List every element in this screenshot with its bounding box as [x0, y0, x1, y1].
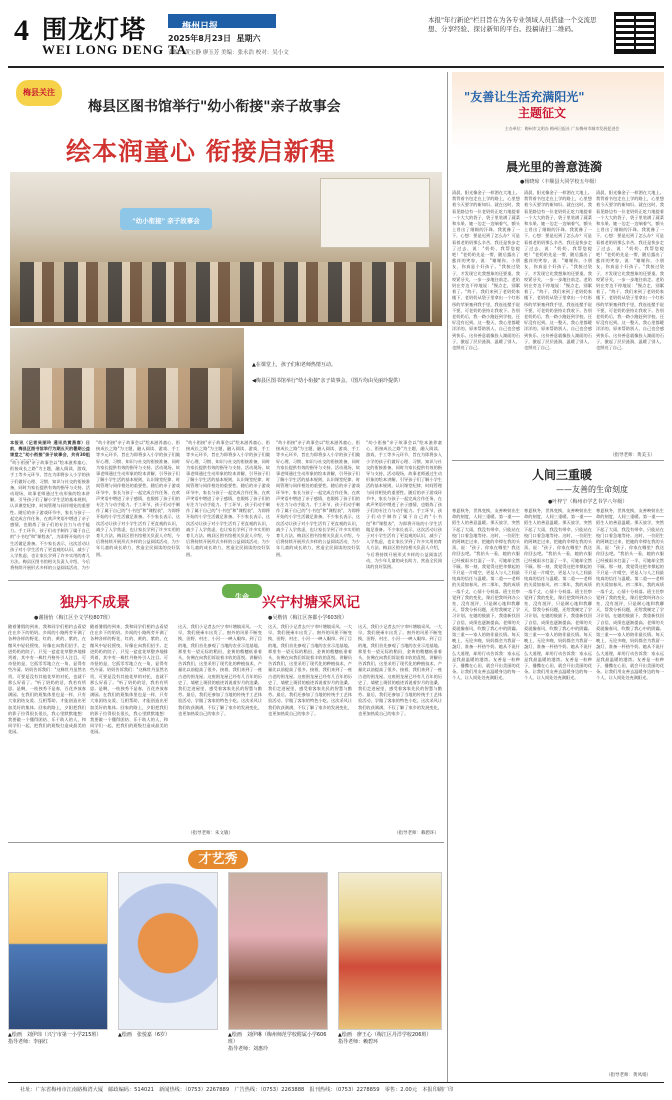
issue-date: 2025年8月23日 星期六 [168, 34, 261, 43]
art-caption-3: ▲绘画 刘伊琳（梅州师范学校附属小学606班） [228, 1032, 327, 1045]
article2-body-col1: 寒夏秋冬，世界变换，友善映射出生命的刻度，人间三重暖。第一重——陌生人的善意温暖。那天放学，突然下起了大雨，我没有带伞，只能站在校门口着急地等待。这时，一位陌生的阿姨走过来，把她的伞撑在我的头顶，说："孩子，你家在哪里？我送你回去吧。"我抬头一看，她的衣服已经被雨水打湿了一半，可她却全然不顾。那一刻，我觉得这把伞撑起的不只是一片晴空，更是人与人之间最纯真的信任与温暖。第二重——老师的关爱如春风。初二那年，我的成绩一落千丈，心情十分低落。班主任察觉到了我的变化，课后把我叫到办公室，没有批评，只是耐心地和我聊天，帮我分析问题，还给我制定了学习计划。在她的鼓励下，我重新找回了自信，成绩也逐渐提高。老师的关爱就像春风，吹散了我心中的阴霾。第三重——家人的陪伴最长情。每天晚上，无论多晚，妈妈都会为我留一盏灯，准备一杯热牛奶。她从不说什么大道理，却用行动告诉我：家永远是我最温暖的港湾。友善是一粒种子，播撒在心田，就会开出美丽的花朵。让我们用友善去温暖身边的每一个人，让人间处处充满阳光。 [452, 508, 520, 681]
article1-body-col2: 清晨，阳光像金子一样洒在大地上。我背着书包走在上学的路上，心里想着今天要学的新知识。就在这时，我看见路边有一位老奶奶正吃力地提着一个大大的袋子，袋子里装满了蔬菜和水果。她一边走一边喘着气，额头上冒出了细细的汗珠。我犹豫了一下，心想：要是迟到了怎么办？可是看着老奶奶那么辛苦，我还是快步走了过去，说："奶奶，我帮您提吧！"老奶奶先是一愣，随后露出了慈祥的笑容，说："谢谢你，小朋友，你真是个好孩子。"我接过袋子，才发现它比我想象的还要重。我咬紧牙关，一步一步地往前走。老奶奶在旁边不停地说："慢点走，别累着了。"终于，我们来到了老奶奶家楼下，老奶奶从袋子里拿出一个红彤彤的苹果塞到我手里，我连连摆手说不要，可老奶奶坚持让我收下。告别老奶奶后，我一路小跑赶到学校，还好没有迟到。这一整天，我心里都暖洋洋的。原来帮助别人，自己也会感到快乐。这份善意就像投入湖面的石子，激起了层层涟漪，温暖了别人，也照亮了自己。 [524, 190, 592, 351]
footer-text: 社址：广东省梅州市江南路梅湾大厦 邮政编码：514021 新闻热线：（0753）2267889 广告热线：（0753）2263888 报刊热线：（0753）2278859 零售：2.00元 本报印刷厂印 [20, 1087, 454, 1093]
feature-body-col5: "幼小衔接"亲子故事会以"绘本滋养童心、衔接成长之路"为主题，融入阅读、游戏、手工等多元环节，旨在为即将步入小学的孩子们做好心理、习惯、知识与社交的衔接准备，同时为家长提供有效的指导与支持。活动现场，故事老师通过生动形象的绘本讲解，引导孩子们了解小学生活的基本规则，认识课堂纪律、时间管理与同伴相处的重要性。随后的亲子游戏环节中，家长与孩子一起完成合作任务，在欢声笑语中增进了亲子感情，也锻炼了孩子们的专注力与动手能力。手工环节，孩子们动手制作了属于自己的"小书包"和"课程表"，为即将开始的小学生活做足准备。不少家长表示，这次活动让孩子对小学生活有了更直观的认识，减少了入学焦虑，也让家长学到了许多实用的育儿方法。梅县区图书馆相关负责人介绍，今后将持续开展形式多样的公益阅读活动，为少年儿童的成长助力，营造全民阅读的良好氛围。 [366, 440, 442, 570]
essay-banner [452, 72, 664, 150]
column-mid-author: ●吴楷钧（梅江区客都小学603班） [268, 615, 347, 621]
art-item-4 [338, 872, 442, 1056]
staff-line: 责编：黄宝静 廖玉芳 美编：张永浩 校对：吴小文 [168, 50, 289, 56]
page-pinyin: WEI LONG DENG TA [42, 42, 188, 57]
badge-life: 生命 [222, 584, 262, 598]
children-group [20, 262, 432, 322]
art-divider [8, 842, 444, 843]
art-caption-2: ▲绘画 张悦嘉（6岁） [118, 1032, 171, 1038]
article1-author: ●杨晓琼（丰顺县大同学校五年级） [520, 179, 600, 185]
mid-divider-top [8, 580, 444, 581]
column-mid-body-col1: 这天，我们小记者去兴宁市叶塘镇采风。一大早，我们便乘车出发了。窗外的风景不断变换，田野、村庄、小河一一映入眼帘。到了目的地，我们首先参观了当地的农业示范基地。那里有一望无际的稻田，金黄的稻穗低垂着头，仿佛在向我们诉说着丰收的喜悦。讲解员告诉我们，这里采用了现代化的种植技术，产量比以前提高了很多。接着，我们来到了一座古老的围龙屋。这座围龙屋已经有几百年的历史了，墙壁上斑驳的痕迹诉说着岁月的沧桑。我们走进屋里，感受着客家先民的智慧与勤劳。最后，我们还参加了当地的传统手工艺体验活动，学做了客家的特色小吃。这次采风让我们收获满满，不仅了解了家乡的发展变化，也更加热爱自己的家乡了。 [178, 624, 262, 716]
article2-teacher: （指导老师：黄凤娟） [606, 1073, 651, 1078]
painting-1 [8, 872, 108, 1030]
essay-organizers: 主办单位：梅州市文明办 梅州日报社 广东梅州市城市发展促进会 [504, 126, 620, 131]
feature-photo-small [10, 328, 244, 434]
footer-rule [8, 1082, 664, 1083]
column-mid-body-col2: 这天，我们小记者去兴宁市叶塘镇采风。一大早，我们便乘车出发了。窗外的风景不断变换，田野、村庄、小河一一映入眼帘。到了目的地，我们首先参观了当地的农业示范基地。那里有一望无际的稻田，金黄的稻穗低垂着头，仿佛在向我们诉说着丰收的喜悦。讲解员告诉我们，这里采用了现代化的种植技术，产量比以前提高了很多。接着，我们来到了一座古老的围龙屋。这座围龙屋已经有几百年的历史了，墙壁上斑驳的痕迹诉说着岁月的沧桑。我们走进屋里，感受着客家先民的智慧与勤劳。最后，我们还参加了当地的传统手工艺体验活动，学做了客家的特色小吃。这次采风让我们收获满满，不仅了解了家乡的发展变化，也更加热爱自己的家乡了。 [268, 624, 352, 716]
notice-text: 本报"年行新论"栏目旨在为各专业领域人员搭建一个交流思想、分享经验、探讨新知的平台。投稿请扫二维码。 [428, 16, 597, 33]
feature-headline: 梅县区图书馆举行"幼小衔接"亲子故事会 [88, 99, 341, 115]
logo-text: 梅州日报 [182, 22, 219, 32]
column-left-teacher: （指导老师：朱文敏） [188, 831, 233, 836]
essay-banner-title: "友善让生活充满阳光" [464, 90, 585, 104]
feature-body-col4: "幼小衔接"亲子故事会以"绘本滋养童心、衔接成长之路"为主题，融入阅读、游戏、手工等多元环节，旨在为即将步入小学的孩子们做好心理、习惯、知识与社交的衔接准备，同时为家长提供有效的指导与支持。活动现场，故事老师通过生动形象的绘本讲解，引导孩子们了解小学生活的基本规则，认识课堂纪律、时间管理与同伴相处的重要性。随后的亲子游戏环节中，家长与孩子一起完成合作任务，在欢声笑语中增进了亲子感情，也锻炼了孩子们的专注力与动手能力。手工环节，孩子们动手制作了属于自己的"小书包"和"课程表"，为即将开始的小学生活做足准备。不少家长表示，这次活动让孩子对小学生活有了更直观的认识，减少了入学焦虑，也让家长学到了许多实用的育儿方法。梅县区图书馆相关负责人介绍，今后将持续开展形式多样的公益阅读活动，为少年儿童的成长助力，营造全民阅读的良好氛围。 [276, 440, 360, 557]
art-teacher-4: 指导老师：赖碧环 [338, 1039, 379, 1045]
window-right [320, 178, 430, 248]
article-divider [452, 460, 664, 461]
feature-byline: 本报讯（记者吴丽玲 通讯员黄燕春）日前，梅县区图书馆举行为期五天的暑期公益课堂之"幼小衔接"亲子故事会，共有30组 [10, 440, 90, 458]
painting-3 [228, 872, 328, 1030]
art-item-3 [228, 872, 328, 1056]
article2-body-col2: 寒夏秋冬，世界变换，友善映射出生命的刻度，人间三重暖。第一重——陌生人的善意温暖。那天放学，突然下起了大雨，我没有带伞，只能站在校门口着急地等待。这时，一位陌生的阿姨走过来，把她的伞撑在我的头顶，说："孩子，你家在哪里？我送你回去吧。"我抬头一看，她的衣服已经被雨水打湿了一半，可她却全然不顾。那一刻，我觉得这把伞撑起的不只是一片晴空，更是人与人之间最纯真的信任与温暖。第二重——老师的关爱如春风。初二那年，我的成绩一落千丈，心情十分低落。班主任察觉到了我的变化，课后把我叫到办公室，没有批评，只是耐心地和我聊天，帮我分析问题，还给我制定了学习计划。在她的鼓励下，我重新找回了自信，成绩也逐渐提高。老师的关爱就像春风，吹散了我心中的阴霾。第三重——家人的陪伴最长情。每天晚上，无论多晚，妈妈都会为我留一盏灯，准备一杯热牛奶。她从不说什么大道理，却用行动告诉我：家永远是我最温暖的港湾。友善是一粒种子，播撒在心田，就会开出美丽的花朵。让我们用友善去温暖身边的每一个人，让人间处处充满阳光。 [524, 508, 592, 681]
column-divider [447, 72, 448, 1082]
masthead-rule [8, 66, 664, 68]
column-mid-body-col3: 这天，我们小记者去兴宁市叶塘镇采风。一大早，我们便乘车出发了。窗外的风景不断变换，田野、村庄、小河一一映入眼帘。到了目的地，我们首先参观了当地的农业示范基地。那里有一望无际的稻田，金黄的稻穗低垂着头，仿佛在向我们诉说着丰收的喜悦。讲解员告诉我们，这里采用了现代化的种植技术，产量比以前提高了很多。接着，我们来到了一座古老的围龙屋。这座围龙屋已经有几百年的历史了，墙壁上斑驳的痕迹诉说着岁月的沧桑。我们走进屋里，感受着客家先民的智慧与勤劳。最后，我们还参加了当地的传统手工艺体验活动，学做了客家的特色小吃。这次采风让我们收获满满，不仅了解了家乡的发展变化，也更加热爱自己的家乡了。 [358, 624, 442, 716]
painting-4 [338, 872, 442, 1030]
art-item-2 [118, 872, 218, 1056]
column-left-author: ●谢扬怡（梅江区全文学校807班） [34, 615, 113, 621]
art-section-title: 才艺秀 [170, 848, 266, 868]
article1-body-col3: 清晨，阳光像金子一样洒在大地上。我背着书包走在上学的路上，心里想着今天要学的新知识。就在这时，我看见路边有一位老奶奶正吃力地提着一个大大的袋子，袋子里装满了蔬菜和水果。她一边走一边喘着气，额头上冒出了细细的汗珠。我犹豫了一下，心想：要是迟到了怎么办？可是看着老奶奶那么辛苦，我还是快步走了过去，说："奶奶，我帮您提吧！"老奶奶先是一愣，随后露出了慈祥的笑容，说："谢谢你，小朋友，你真是个好孩子。"我接过袋子，才发现它比我想象的还要重。我咬紧牙关，一步一步地往前走。老奶奶在旁边不停地说："慢点走，别累着了。"终于，我们来到了老奶奶家楼下，老奶奶从袋子里拿出一个红彤彤的苹果塞到我手里，我连连摆手说不要，可老奶奶坚持让我收下。告别老奶奶后，我一路小跑赶到学校，还好没有迟到。这一整天，我心里都暖洋洋的。原来帮助别人，自己也会感到快乐。这份善意就像投入湖面的石子，激起了层层涟漪，温暖了别人，也照亮了自己。 [596, 190, 664, 351]
column-left-body-col1: 随着暑假的到来，我和同学们相约去看望住在乡下的奶奶。乡间的小路两旁开满了各种各样的野花，红的、黄的、紫的，在微风中轻轻摇曳，好像在向我们招手。走进奶奶的院子，只见一盆盆花草整齐地排列着，其中有一株牡丹格外引人注目。可奇怪的是，它孤零零地立在一角，显得有些冷清。奶奶告诉我们："这株牡丹虽然名贵，可要是没有其他花草的衬托，也就不那么好看了。"听了奶奶的话，我若有所思。是啊，一枝独秀不是春，百花齐放春满园。在我们的班集体里也是一样，只有大家团结友爱、互相帮助，才能创造出更加美好的集体。回家的路上，夕阳把我们的影子拉得很长很长，我心里默默地想：我要做一个懂得团结、乐于助人的人，和同学们一起，把我们的班级打造成最美的花园。 [8, 624, 86, 735]
feature-photo-main [10, 172, 442, 326]
classroom-banner: "幼小衔接" 亲子故事会 [120, 208, 212, 230]
column-left-body-col2: 随着暑假的到来，我和同学们相约去看望住在乡下的奶奶。乡间的小路两旁开满了各种各样的野花，红的、黄的、紫的，在微风中轻轻摇曳，好像在向我们招手。走进奶奶的院子，只见一盆盆花草整齐地排列着，其中有一株牡丹格外引人注目。可奇怪的是，它孤零零地立在一角，显得有些冷清。奶奶告诉我们："这株牡丹虽然名贵，可要是没有其他花草的衬托，也就不那么好看了。"听了奶奶的话，我若有所思。是啊，一枝独秀不是春，百花齐放春满园。在我们的班集体里也是一样，只有大家团结友爱、互相帮助，才能创造出更加美好的集体。回家的路上，夕阳把我们的影子拉得很长很长，我心里默默地想：我要做一个懂得团结、乐于助人的人，和同学们一起，把我们的班级打造成最美的花园。 [90, 624, 168, 735]
article2-author: ●叶梓宁（梅州市学艺书学八年级） [548, 499, 628, 505]
art-teacher-3: 指导老师：刘惠玲 [228, 1046, 269, 1052]
photo-caption-2: ◀梅县区图书馆举行"幼小衔接"亲子故事会。（图片均由吴丽玲提供） [252, 378, 403, 384]
column-mid-teacher: （指导老师：赖碧环） [394, 831, 439, 836]
page-title: 围龙灯塔 [42, 15, 147, 44]
top-feature [8, 72, 444, 577]
essay-banner-subtitle: 主题征文 [518, 106, 567, 120]
qr-code [614, 12, 656, 54]
column-left-title: 独丹不成景 [60, 595, 130, 611]
feature-body-col1: "幼小衔接"亲子故事会以"绘本滋养童心、衔接成长之路"为主题，融入阅读、游戏、手工等多元环节，旨在为即将步入小学的孩子们做好心理、习惯、知识与社交的衔接准备，同时为家长提供有效的指导与支持。活动现场，故事老师通过生动形象的绘本讲解，引导孩子们了解小学生活的基本规则，认识课堂纪律、时间管理与同伴相处的重要性。随后的亲子游戏环节中，家长与孩子一起完成合作任务，在欢声笑语中增进了亲子感情，也锻炼了孩子们的专注力与动手能力。手工环节，孩子们动手制作了属于自己的"小书包"和"课程表"，为即将开始的小学生活做足准备。不少家长表示，这次活动让孩子对小学生活有了更直观的认识，减少了入学焦虑，也让家长学到了许多实用的育儿方法。梅县区图书馆相关负责人介绍，今后将持续开展形式多样的公益阅读活动，为少 [10, 460, 90, 571]
art-teacher-1: 指导老师：李丽红 [8, 1039, 49, 1045]
feature-subhead: 绘本润童心 衔接启新程 [66, 137, 336, 166]
masthead [8, 6, 664, 66]
art-caption-4: ▲绘画 廖王心（梅江区丹洋学校206班） [338, 1032, 432, 1038]
article1-body-col1: 清晨，阳光像金子一样洒在大地上。我背着书包走在上学的路上，心里想着今天要学的新知识。就在这时，我看见路边有一位老奶奶正吃力地提着一个大大的袋子，袋子里装满了蔬菜和水果。她一边走一边喘着气，额头上冒出了细细的汗珠。我犹豫了一下，心想：要是迟到了怎么办？可是看着老奶奶那么辛苦，我还是快步走了过去，说："奶奶，我帮您提吧！"老奶奶先是一愣，随后露出了慈祥的笑容，说："谢谢你，小朋友，你真是个好孩子。"我接过袋子，才发现它比我想象的还要重。我咬紧牙关，一步一步地往前走。老奶奶在旁边不停地说："慢点走，别累着了。"终于，我们来到了老奶奶家楼下，老奶奶从袋子里拿出一个红彤彤的苹果塞到我手里，我连连摆手说不要，可老奶奶坚持让我收下。告别老奶奶后，我一路小跑赶到学校，还好没有迟到。这一整天，我心里都暖洋洋的。原来帮助别人，自己也会感到快乐。这份善意就像投入湖面的石子，激起了层层涟漪，温暖了别人，也照亮了自己。 [452, 190, 520, 351]
article2-title: 人间三重暖 [532, 468, 593, 482]
reading-children [22, 368, 232, 428]
feature-body-col3: "幼小衔接"亲子故事会以"绘本滋养童心、衔接成长之路"为主题，融入阅读、游戏、手工等多元环节，旨在为即将步入小学的孩子们做好心理、习惯、知识与社交的衔接准备，同时为家长提供有效的指导与支持。活动现场，故事老师通过生动形象的绘本讲解，引导孩子们了解小学生活的基本规则，认识课堂纪律、时间管理与同伴相处的重要性。随后的亲子游戏环节中，家长与孩子一起完成合作任务，在欢声笑语中增进了亲子感情，也锻炼了孩子们的专注力与动手能力。手工环节，孩子们动手制作了属于自己的"小书包"和"课程表"，为即将开始的小学生活做足准备。不少家长表示，这次活动让孩子对小学生活有了更直观的认识，减少了入学焦虑，也让家长学到了许多实用的育儿方法。梅县区图书馆相关负责人介绍，今后将持续开展形式多样的公益阅读活动，为少年儿童的成长助力，营造全民阅读的良好氛围。 [186, 440, 270, 557]
photo-caption-1: ▲在课堂上，孩子们和老师热情互动。 [252, 362, 336, 368]
painting-2 [118, 872, 218, 1030]
badge-meixian: 梅县关注 [16, 80, 62, 106]
art-caption-1: ▲绘画 刘伊玮（兴宁市第一小学215班） [8, 1032, 102, 1038]
article1-title: 晨光里的善意涟漪 [506, 160, 603, 174]
article2-body-col3: 寒夏秋冬，世界变换，友善映射出生命的刻度，人间三重暖。第一重——陌生人的善意温暖。那天放学，突然下起了大雨，我没有带伞，只能站在校门口着急地等待。这时，一位陌生的阿姨走过来，把她的伞撑在我的头顶，说："孩子，你家在哪里？我送你回去吧。"我抬头一看，她的衣服已经被雨水打湿了一半，可她却全然不顾。那一刻，我觉得这把伞撑起的不只是一片晴空，更是人与人之间最纯真的信任与温暖。第二重——老师的关爱如春风。初二那年，我的成绩一落千丈，心情十分低落。班主任察觉到了我的变化，课后把我叫到办公室，没有批评，只是耐心地和我聊天，帮我分析问题，还给我制定了学习计划。在她的鼓励下，我重新找回了自信，成绩也逐渐提高。老师的关爱就像春风，吹散了我心中的阴霾。第三重——家人的陪伴最长情。每天晚上，无论多晚，妈妈都会为我留一盏灯，准备一杯热牛奶。她从不说什么大道理，却用行动告诉我：家永远是我最温暖的港湾。友善是一粒种子，播撒在心田，就会开出美丽的花朵。让我们用友善去温暖身边的每一个人，让人间处处充满阳光。 [596, 508, 664, 681]
art-item-1 [8, 872, 108, 1056]
article2-subtitle: ——友善的生命刻度 [556, 485, 628, 494]
article1-teacher: （指导老师：黄美玉） [610, 453, 655, 458]
column-mid-title: 兴宁村塘采风记 [262, 595, 360, 611]
feature-body-col2: "幼小衔接"亲子故事会以"绘本滋养童心、衔接成长之路"为主题，融入阅读、游戏、手工等多元环节，旨在为即将步入小学的孩子们做好心理、习惯、知识与社交的衔接准备，同时为家长提供有效的指导与支持。活动现场，故事老师通过生动形象的绘本讲解，引导孩子们了解小学生活的基本规则，认识课堂纪律、时间管理与同伴相处的重要性。随后的亲子游戏环节中，家长与孩子一起完成合作任务，在欢声笑语中增进了亲子感情，也锻炼了孩子们的专注力与动手能力。手工环节，孩子们动手制作了属于自己的"小书包"和"课程表"，为即将开始的小学生活做足准备。不少家长表示，这次活动让孩子对小学生活有了更直观的认识，减少了入学焦虑，也让家长学到了许多实用的育儿方法。梅县区图书馆相关负责人介绍，今后将持续开展形式多样的公益阅读活动，为少年儿童的成长助力，营造全民阅读的良好氛围。 [96, 440, 180, 557]
logo-bar [168, 14, 276, 32]
page-number: 4 [14, 14, 29, 47]
